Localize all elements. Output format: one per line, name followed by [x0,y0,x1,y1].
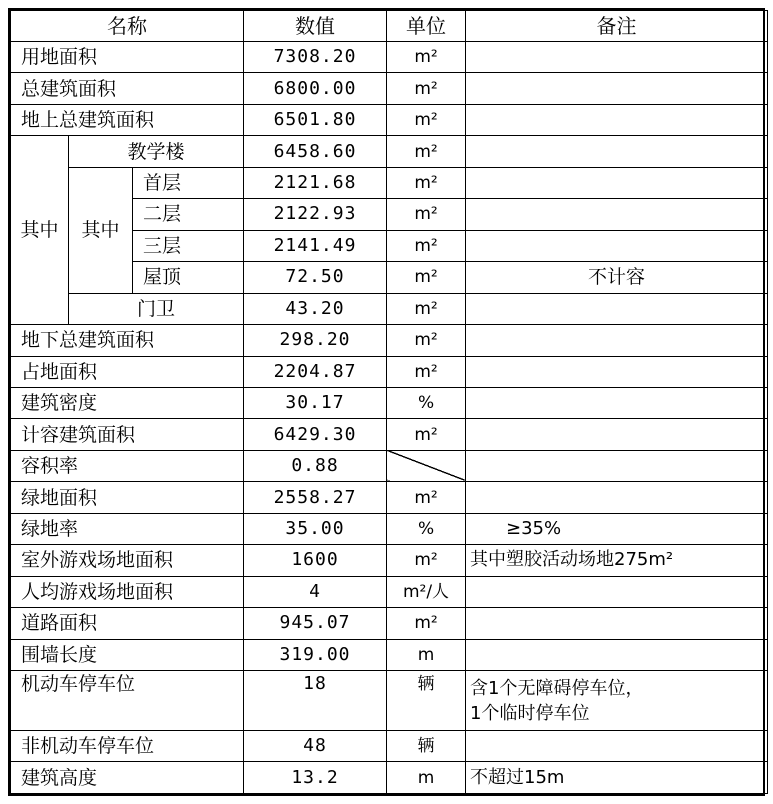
row-value: 4 [244,576,387,607]
row-unit: m [387,639,466,670]
row-value: 18 [244,671,387,731]
row-value: 30.17 [244,387,387,418]
row-value: 2121.68 [244,167,387,198]
table-row [11,136,768,167]
row-value: 6429.30 [244,419,387,450]
table-row [11,545,768,576]
row-name: 总建筑面积 [11,73,244,104]
row-name: 容积率 [11,450,244,481]
table-row [11,167,768,198]
row-name: 室外游戏场地面积 [11,545,244,576]
row-name: 建筑高度 [11,762,244,794]
row-name: 建筑密度 [11,387,244,418]
row-note: 不计容 [466,262,768,293]
table-row [11,513,768,544]
row-name: 用地面积 [11,42,244,73]
row-value: 6501.80 [244,104,387,135]
row-note [466,671,768,731]
row-unit: m² [387,325,466,356]
row-name: 首层 [133,167,244,198]
row-value: 72.50 [244,262,387,293]
row-note [466,230,768,261]
row-note-line: 含1个无障碍停车位， [470,677,644,699]
row-note [466,387,768,418]
row-unit-diagonal [387,450,466,481]
row-unit: m² [387,104,466,135]
row-name: 占地面积 [11,356,244,387]
row-value: 43.20 [244,293,387,324]
row-note [466,450,768,481]
row-unit: m² [387,136,466,167]
row-note [466,356,768,387]
row-unit: m² [387,356,466,387]
row-name: 绿地面积 [11,482,244,513]
row-note-line: 1个临时停车位 [470,702,590,724]
row-value: 2122.93 [244,199,387,230]
row-value: 6458.60 [244,136,387,167]
row-name: 门卫 [69,293,244,324]
table-row [11,482,768,513]
row-value: 6800.00 [244,73,387,104]
header-unit: 单位 [387,11,466,42]
row-unit: m² [387,419,466,450]
row-note [466,199,768,230]
row-note [466,576,768,607]
row-note [466,293,768,324]
row-name: 绿地率 [11,513,244,544]
row-value: 35.00 [244,513,387,544]
technical-indicator-table [10,10,768,794]
table-row [11,762,768,794]
row-value: 298.20 [244,325,387,356]
row-note [466,42,768,73]
row-name: 二层 [133,199,244,230]
row-note [466,73,768,104]
table-row [11,419,768,450]
row-name: 地上总建筑面积 [11,104,244,135]
group-label-outer: 其中 [11,136,69,325]
row-name: 围墙长度 [11,639,244,670]
row-note [466,104,768,135]
table-row [11,608,768,639]
row-unit: 辆 [387,671,466,731]
row-unit: % [387,387,466,418]
row-note [466,608,768,639]
table-row [11,450,768,481]
row-unit: 辆 [387,730,466,761]
row-unit: m² [387,545,466,576]
table-row [11,639,768,670]
row-value: 7308.20 [244,42,387,73]
row-note [466,419,768,450]
table-row [11,356,768,387]
row-unit: m²/人 [387,576,466,607]
row-name: 道路面积 [11,608,244,639]
row-value: 2204.87 [244,356,387,387]
row-unit: m² [387,482,466,513]
row-note [466,482,768,513]
table-row [11,104,768,135]
row-name: 非机动车停车位 [11,730,244,761]
row-unit: m² [387,293,466,324]
table-row [11,293,768,324]
row-unit: m² [387,608,466,639]
row-unit: % [387,513,466,544]
row-note [466,167,768,198]
row-name: 三层 [133,230,244,261]
row-name: 屋顶 [133,262,244,293]
row-name: 教学楼 [69,136,244,167]
row-name: 人均游戏场地面积 [11,576,244,607]
table-row [11,387,768,418]
table-row [11,325,768,356]
row-value: 0.88 [244,450,387,481]
row-value: 1600 [244,545,387,576]
table-row [11,42,768,73]
indicator-table-sheet [8,8,765,796]
row-unit: m [387,762,466,794]
table-row [11,671,768,731]
row-value: 13.2 [244,762,387,794]
row-note [466,730,768,761]
table-row [11,576,768,607]
row-value: 48 [244,730,387,761]
row-note: ≥35% [466,513,768,544]
table-row [11,730,768,761]
row-value: 2558.27 [244,482,387,513]
row-note: 其中塑胶活动场地275m² [466,545,768,576]
row-value: 319.00 [244,639,387,670]
row-unit: m² [387,73,466,104]
row-name: 计容建筑面积 [11,419,244,450]
row-unit: m² [387,230,466,261]
row-name: 机动车停车位 [11,671,244,731]
row-name: 地下总建筑面积 [11,325,244,356]
row-unit: m² [387,167,466,198]
row-note [466,136,768,167]
header-value: 数值 [244,11,387,42]
row-unit: m² [387,199,466,230]
header-note: 备注 [466,11,768,42]
group-label-inner: 其中 [69,167,133,293]
row-note [466,325,768,356]
row-unit: m² [387,262,466,293]
row-note: 不超过15m [466,762,768,794]
row-unit: m² [387,42,466,73]
table-row [11,73,768,104]
row-value: 945.07 [244,608,387,639]
row-note [466,639,768,670]
table-header-row [11,11,768,42]
row-value: 2141.49 [244,230,387,261]
header-name: 名称 [11,11,244,42]
